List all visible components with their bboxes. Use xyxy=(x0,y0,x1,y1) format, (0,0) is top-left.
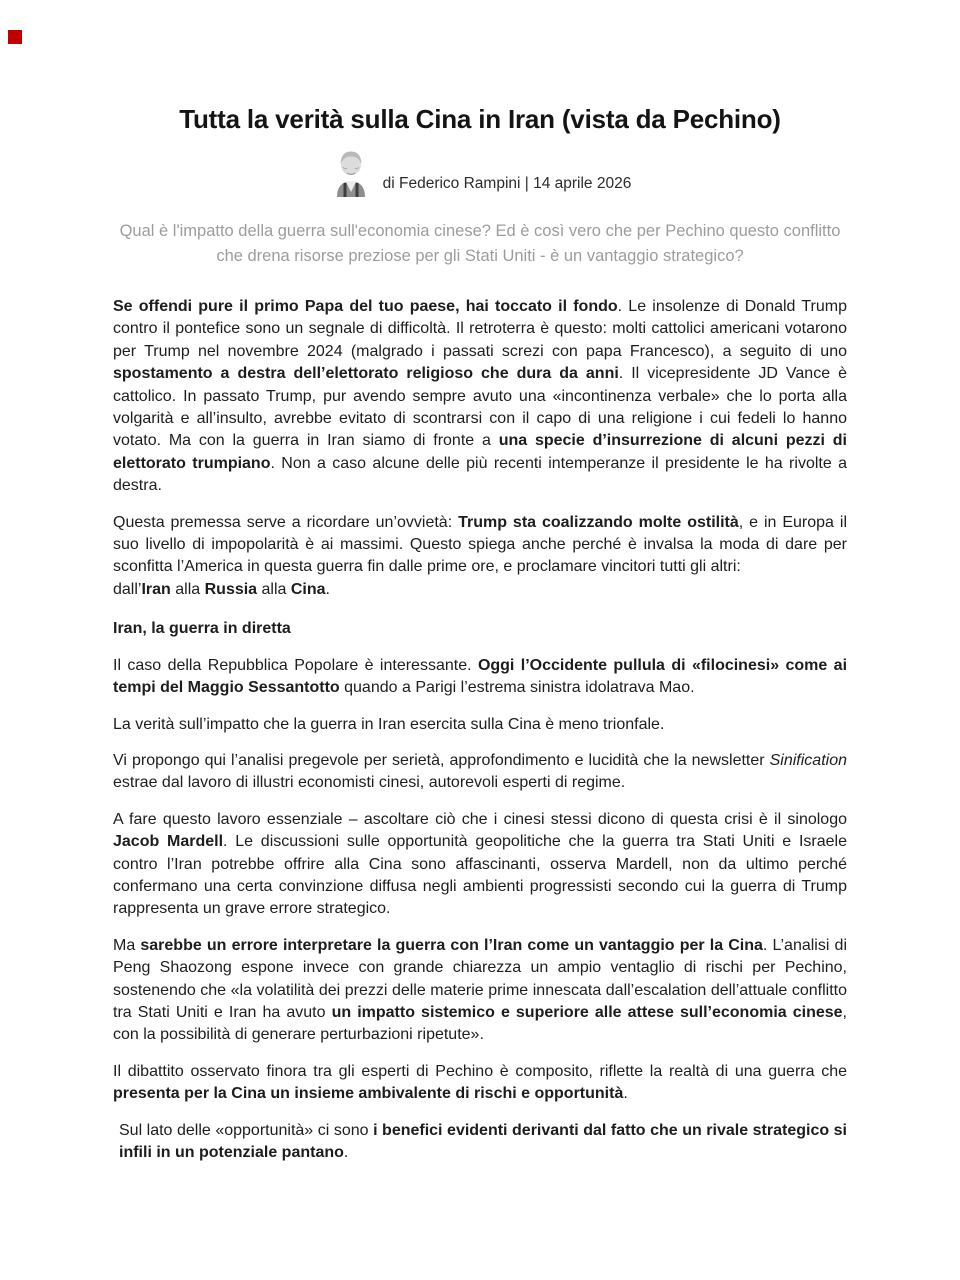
paragraph: Ma sarebbe un errore interpretare la guerra con l’Iran come un vantaggio per la Cina. L’analisi di Peng Shaozong espone invece con grande chiarezza un ampio ventaglio di rischi per Pechino, sostenendo che «la volatilità dei prezzi delle materie prime innescata dall’escalation dell’attuale conflitto tra Stati Uniti e Iran ha avuto un impatto sistemico e superiore alle attese sull’economia cinese, con la possibilità di generare perturbazioni ripetute». xyxy=(113,936,848,1044)
paragraph: Il dibattito osservato finora tra gli esperti di Pechino è composito, riflette la realtà di una guerra che presenta per la Cina un insieme ambivalente di rischi e opportunità. xyxy=(113,1062,847,1103)
byline-text: di Federico Rampini | 14 aprile 2026 xyxy=(382,175,632,192)
standfirst: Qual è l'impatto della guerra sull'economia cinese? Ed è così vero che per Pechino questo conflitto che drena risorse preziose per gli Stati Uniti - è un vantaggio strategico? xyxy=(119,222,841,265)
paragraph: La verità sull’impatto che la guerra in Iran esercita sulla Cina è meno trionfale. xyxy=(113,715,665,733)
paragraph: Vi propongo qui l’analisi pregevole per serietà, approfondimento e lucidità che la newsletter Sinification estrae dal lavoro di illustri economisti cinesi, autorevoli esperti di regime. xyxy=(113,751,847,792)
paragraph: A fare questo lavoro essenziale – ascoltare ciò che i cinesi stessi dicono di questa crisi è il sinologo Jacob Mardell. Le discussioni sulle opportunità geopolitiche che la guerra tra Stati Uniti e Israele contro l’Iran potrebbe offrire alla Cina sono affascinanti, osserva Mardell, non da ultimo perché confermano una certa convinzione diffusa negli ambienti progressisti secondo cui la guerra di Trump rappresenta un grave errore strategico. xyxy=(113,810,847,918)
paragraph: Se offendi pure il primo Papa del tuo paese, hai toccato il fondo. Le insolenze di Donald Trump contro il pontefice sono un segnale di difficoltà. Il retroterra è questo: molti cattolici americani votarono per Trump nel novembre 2024 (malgrado i passati screzi con papa Francesco), a seguito di uno spostamento a destra dell’elettorato religioso che dura da anni. Il vicepresidente JD Vance è cattolico. In passato Trump, pur avendo sempre avuto una «incontinenza verbale» che lo porta alla volgarità e all’insulto, avrebbe evitato di scontrarsi con il capo di una religione i cui fedeli lo hanno votato. Ma con la guerra in Iran siamo di fronte a una specie d’insurrezione di alcuni pezzi di elettorato trumpiano. Non a caso alcune delle più recenti intemperanze il presidente le ha rivolte a destra. xyxy=(113,298,848,495)
paragraph: Sul lato delle «opportunità» ci sono i benefici evidenti derivanti dal fatto che un rivale strategico si infili in un potenziale pantano. xyxy=(119,1121,847,1161)
article-body xyxy=(113,296,847,1164)
red-marker-square xyxy=(8,30,22,44)
section-heading: Iran, la guerra in diretta xyxy=(113,620,291,638)
byline-row xyxy=(113,145,847,197)
paragraph: Il caso della Repubblica Popolare è interessante. Oggi l’Occidente pullula di «filocinesi» come ai tempi del Maggio Sessantotto quando a Parigi l’estrema sinistra idolatrava Mao. xyxy=(113,656,848,697)
paragraph: Questa premessa serve a ricordare un’ovvietà: Trump sta coalizzando molte ostilità, e in Europa il suo livello di impopolarità è ai massimi. Questo spiega anche perché è invalsa la moda di dare per sconfitta l’America in questa guerra fin dalle prime ore, e proclamare vincitori tutti gli altri: dall’Iran alla Russia alla Cina. xyxy=(113,513,848,598)
article-title: Tutta la verità sulla Cina in Iran (vista da Pechino) xyxy=(179,104,781,134)
author-photo xyxy=(329,147,373,197)
